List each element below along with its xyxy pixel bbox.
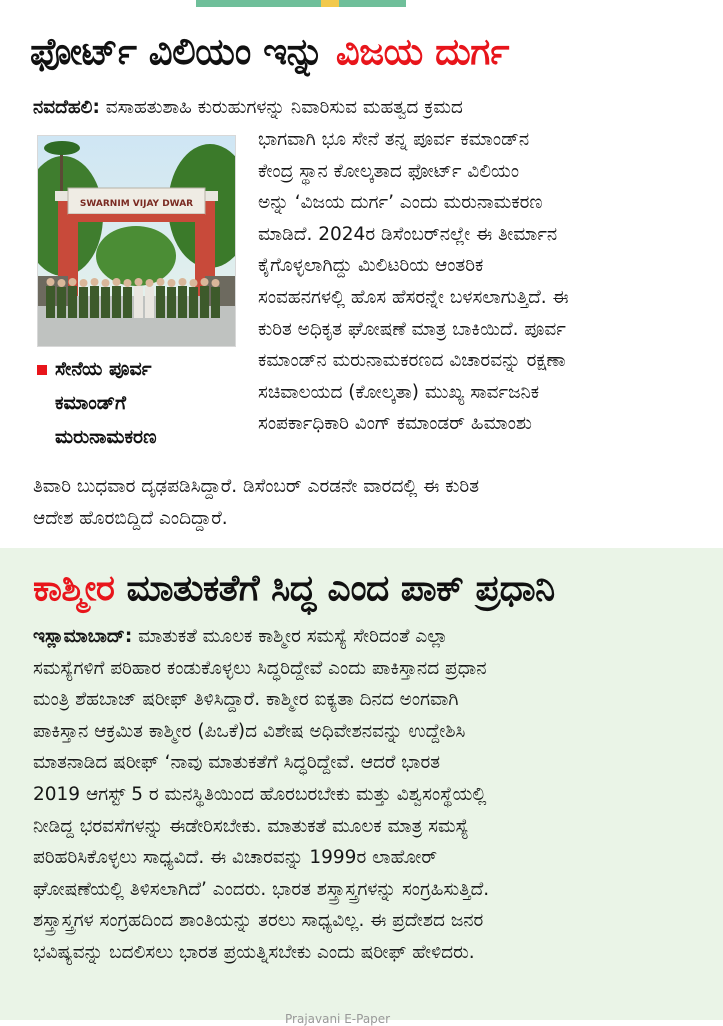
text-line: ಸಚಿವಾಲಯದ (ಕೋಲ್ಕತಾ) ಮುಖ್ಯ ಸಾರ್ವಜನಿಕ: [258, 381, 540, 403]
section-tab: [196, 0, 406, 7]
section-tab-notch: [321, 0, 339, 7]
text-line: ಪಾಕಿಸ್ತಾನ ಆಕ್ರಮಿತ ಕಾಶ್ಮೀರ (ಪಿಒಕೆ)ದ ವಿಶೇಷ ಅಧಿವೇಶನವನ್ನು ಉದ್ದೇಶಿಸಿ: [33, 720, 466, 742]
text-line: 2019 ಆಗಸ್ಟ್‌ 5 ರ ಮನಸ್ಥಿತಿಯಿಂದ ಹೊರಬರಬೇಕು ಮತ್ತು ವಿಶ್ವಸಂಸ್ಥೆಯಲ್ಲಿ: [33, 783, 487, 805]
text-line: ಘೋಷಣೆಯಲ್ಲಿ ತಿಳಿಸಲಾಗಿದೆ’ ಎಂದರು. ಭಾರತ ಶಸ್ತ್ರಾಸ್ತ್ರಗಳನ್ನು ಸಂಗ್ರಹಿಸುತ್ತಿದೆ.: [33, 878, 490, 900]
text-line: ಕೇಂದ್ರ ಸ್ಥಾನ ಕೋಲ್ಕತಾದ ಫೋರ್ಟ್‌ ವಿಲಿಯಂ: [258, 160, 520, 182]
headline-part-red: ವಿಜಯ ದುರ್ಗ: [335, 30, 509, 73]
gate-photo-illustration: [38, 136, 235, 346]
text-line: ಅನ್ನು ‘ವಿಜಯ ದುರ್ಗ’ ಎಂದು ಮರುನಾಮಕರಣ: [258, 192, 543, 214]
headline-part-black: ಮಾತುಕತೆಗೆ ಸಿದ್ಧ ಎಂದ ಪಾಕ್‌ ಪ್ರಧಾನಿ: [126, 568, 555, 609]
text-line: ಕೈಗೊಳ್ಳಲಾಗಿದ್ದು ಮಿಲಿಟರಿಯ ಆಂತರಿಕ: [258, 255, 484, 277]
text-line: ಸಂವಹನಗಳಲ್ಲಿ ಹೊಸ ಹೆಸರನ್ನೇ ಬಳಸಲಾಗುತ್ತಿದೆ. ಈ: [258, 286, 569, 308]
story1-body-bottom: [33, 471, 479, 534]
story-kashmir: [0, 548, 723, 1020]
text-line: ಕುರಿತ ಅಧಿಕೃತ ಘೋಷಣೆ ಮಾತ್ರ ಬಾಕಿಯಿದೆ. ಪೂರ್ವ: [258, 318, 566, 340]
army-gate-photo: [37, 135, 236, 347]
caption-line: ಮರುನಾಮಕರಣ: [55, 426, 157, 448]
caption-bullet-icon: [37, 365, 47, 375]
story-fort-william: [0, 7, 723, 548]
text-line: ತಿವಾರಿ ಬುಧವಾರ ದೃಢಪಡಿಸಿದ್ದಾರೆ. ಡಿಸೆಂಬರ್‌ ಎರಡನೇ ವಾರದಲ್ಲಿ ಈ ಕುರಿತ: [33, 476, 479, 497]
caption-line: ಸೇನೆಯ ಪೂರ್ವ: [37, 352, 242, 386]
photo-caption: [37, 352, 242, 454]
gate-sign-text: SWARNIM VIJAY DWAR: [79, 199, 194, 209]
text-line: ಭಾಗವಾಗಿ ಭೂ ಸೇನೆ ತನ್ನ ಪೂರ್ವ ಕಮಾಂಡ್‌ನ: [258, 129, 530, 150]
caption-line: ಕಮಾಂಡ್‌ಗೆ: [55, 392, 127, 414]
story1-body-top: [33, 92, 463, 124]
dateline: ನವದೆಹಲಿ:: [33, 97, 100, 118]
text-line: ನೀಡಿದ್ದ ಭರವಸೆಗಳನ್ನು ಈಡೇರಿಸಬೇಕು. ಮಾತುಕತೆ ಮೂಲಕ ಮಾತ್ರ ಸಮಸ್ಯೆ: [33, 815, 469, 837]
text-line: ಇಸ್ಲಾಮಾಬಾದ್‌: ಮಾತುಕತೆ ಮೂಲಕ ಕಾಶ್ಮೀರ ಸಮಸ್ಯೆ ಸೇರಿದಂತೆ ಎಲ್ಲಾ: [33, 626, 449, 647]
footer-partial-text: Prajavani E-Paper: [285, 1012, 391, 1026]
text-line: ಸಂಪರ್ಕಾಧಿಕಾರಿ ವಿಂಗ್‌ ಕಮಾಂಡರ್‌ ಹಿಮಾಂಶು: [258, 413, 532, 435]
story2-body: [33, 621, 489, 969]
story1-body-right: [258, 124, 569, 440]
text-line: ಮಾಡಿದೆ. 2024ರ ಡಿಸೆಂಬರ್‌ನಲ್ಲೇ ಈ ತೀರ್ಮಾನ: [258, 223, 558, 245]
text-line: ಪರಿಹರಿಸಿಕೊಳ್ಳಲು ಸಾಧ್ಯವಿದೆ. ಈ ವಿಚಾರವನ್ನು 1999ರ ಲಾಹೋರ್‌: [33, 847, 438, 869]
text-line: ಶಸ್ತ್ರಾಸ್ತ್ರಗಳ ಸಂಗ್ರಹದಿಂದ ಶಾಂತಿಯನ್ನು ತರಲು ಸಾಧ್ಯವಿಲ್ಲ. ಈ ಪ್ರದೇಶದ ಜನರ: [33, 910, 484, 932]
headline-kashmir: [33, 564, 555, 614]
text-line: ಆದೇಶ ಹೊರಬಿದ್ದಿದೆ ಎಂದಿದ್ದಾರೆ.: [33, 507, 228, 529]
text-line: ನವದೆಹಲಿ: ವಸಾಹತುಶಾಹಿ ಕುರುಹುಗಳನ್ನು ನಿವಾರಿಸುವ ಮಹತ್ವದ ಕ್ರಮದ: [33, 97, 463, 118]
text-line: ಭವಿಷ್ಯವನ್ನು ಬದಲಿಸಲು ಭಾರತ ಪ್ರಯತ್ನಿಸಬೇಕು ಎಂದು ಷರೀಫ್‌ ಹೇಳಿದರು.: [33, 941, 475, 963]
text-line: ಮಂತ್ರಿ ಶೆಹಬಾಜ್‌ ಷರೀಫ್‌ ತಿಳಿಸಿದ್ದಾರೆ. ಕಾಶ್ಮೀರ ಐಕ್ಯತಾ ದಿನದ ಅಂಗವಾಗಿ: [33, 689, 459, 711]
headline-fort-william: [30, 27, 509, 77]
dateline: ಇಸ್ಲಾಮಾಬಾದ್‌:: [33, 626, 133, 647]
headline-part-red: ಕಾಶ್ಮೀರ: [33, 568, 115, 609]
headline-part-black: ಫೋರ್ಟ್‌ ವಿಲಿಯಂ ಇನ್ನು: [30, 30, 324, 73]
text-line: ಮಾತನಾಡಿದ ಷರೀಫ್‌ ‘ನಾವು ಮಾತುಕತೆಗೆ ಸಿದ್ಧರಿದ್ದೇವೆ. ಆದರೆ ಭಾರತ: [33, 752, 441, 774]
text-line: ಸಮಸ್ಯೆಗಳಿಗೆ ಪರಿಹಾರ ಕಂಡುಕೊಳ್ಳಲು ಸಿದ್ಧರಿದ್ದೇವೆ ಎಂದು ಪಾಕಿಸ್ತಾನದ ಪ್ರಧಾನ: [33, 657, 487, 679]
text-line: ಕಮಾಂಡ್‌ನ ಮರುನಾಮಕರಣದ ವಿಚಾರವನ್ನು ರಕ್ಷಣಾ: [258, 350, 566, 372]
